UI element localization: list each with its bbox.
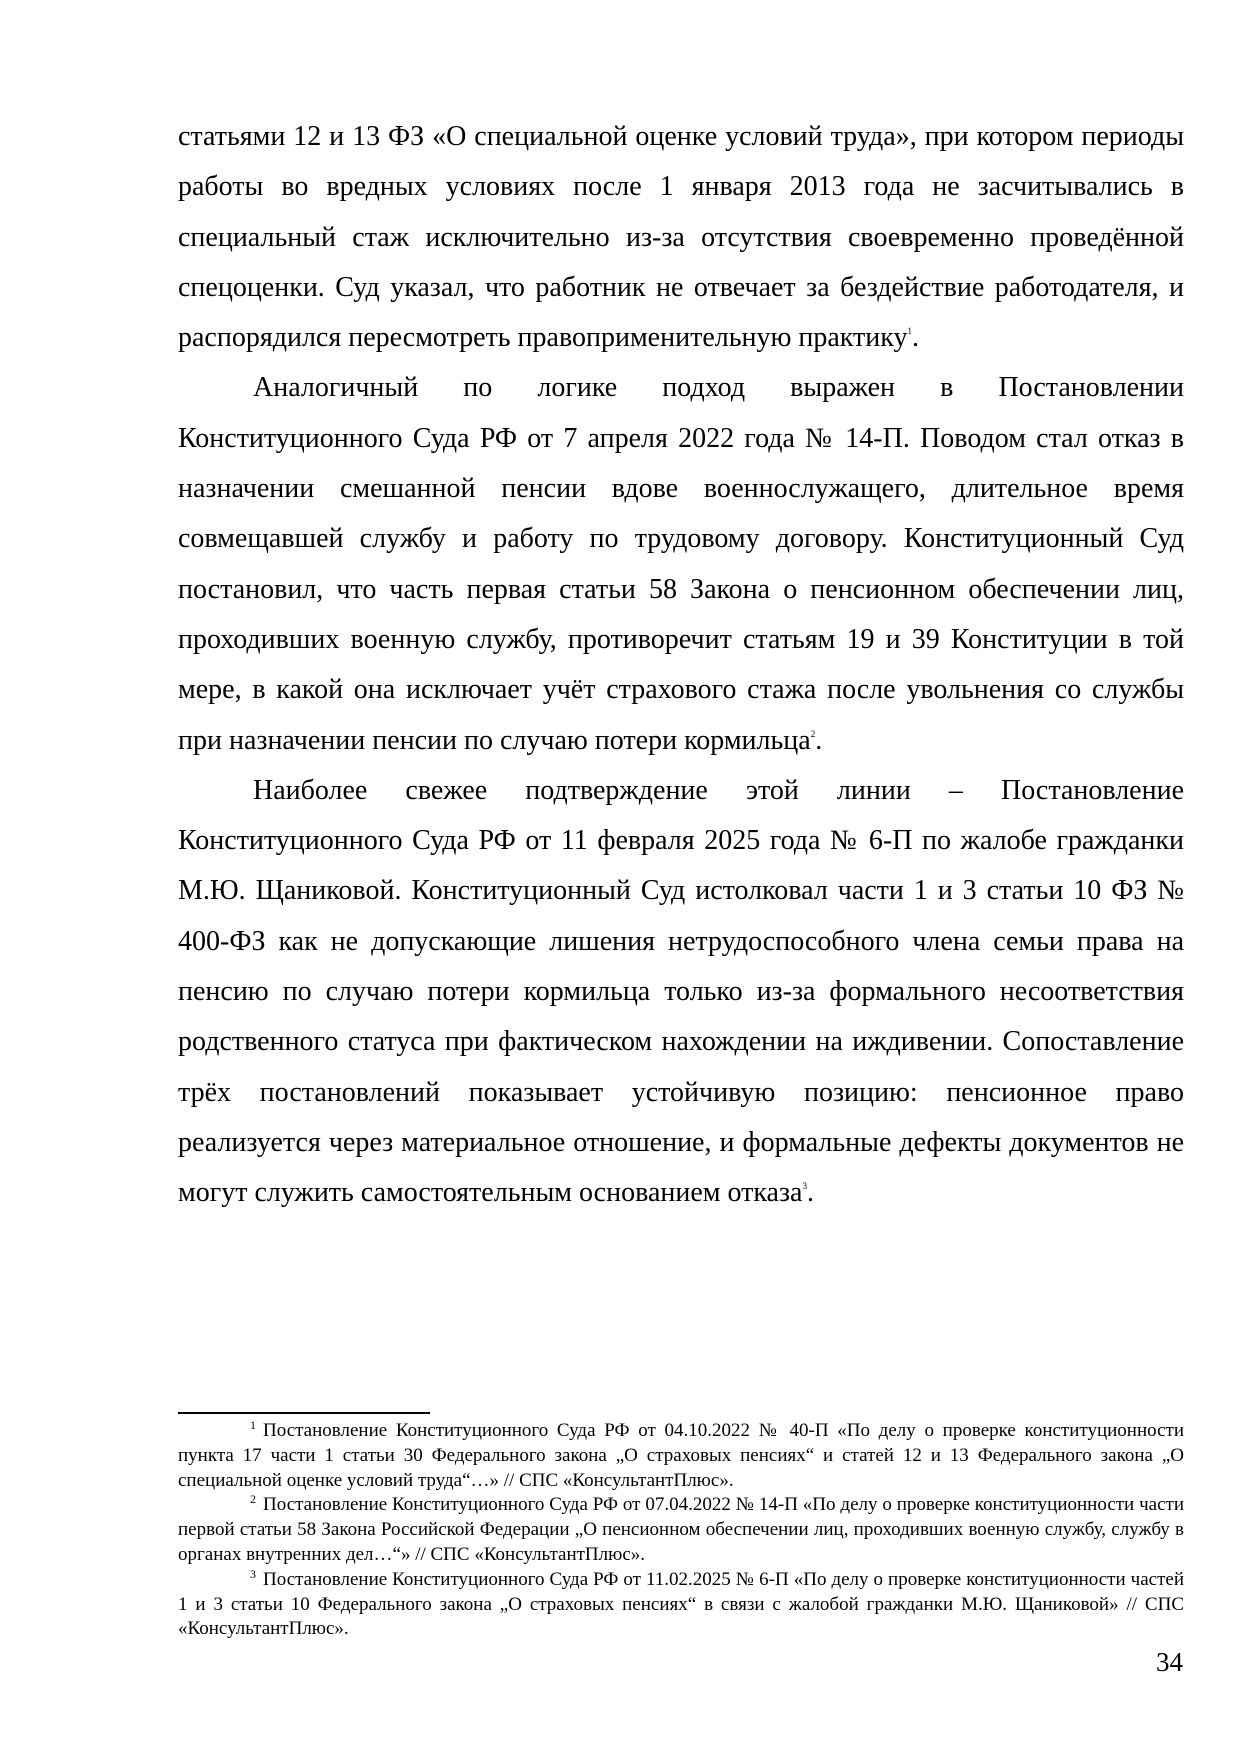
paragraph-text: Аналогичный по логике подход выражен в Постановлении Конституционного Суда РФ от 7 апреля 2022 года № 14-П. Поводом стал отказ в назначении смешанной пенсии вдове военнослужащего, длительное время совмещавшей службу и работу по трудовому договору. Конституционный Суд постановил, что часть первая статьи 58 Закона о пенсионном обеспечении лиц, проходивших военную службу, противоречит статьям 19 и 39 Конституции в той мере, в какой она исключает учёт страхового стажа после увольнения со службы при назначении пенсии по случаю потери кормильца <box>178 372 1184 756</box>
footnotes <box>178 1419 1184 1642</box>
body-text <box>178 112 1184 1219</box>
paragraph-2 <box>178 363 1184 765</box>
paragraph-1 <box>178 112 1184 363</box>
footnote-text: Постановление Конституционного Суда РФ от 04.10.2022 № 40-П «По делу о проверке конституционности пункта 17 части 1 статьи 30 Федерального закона „О страховых пенсиях“ и статей 12 и 13 Федерального закона „О специальной оценке условий труда“…» // СПС «КонсультантПлюс». <box>178 1420 1184 1491</box>
footnote-text: Постановление Конституционного Суда РФ от 07.04.2022 № 14-П «По делу о проверке конституционности части первой статьи 58 Закона Российской Федерации „О пенсионном обеспечении лиц, проходивших военную службу, службу в органах внутренних дел…“» // СПС «КонсультантПлюс». <box>178 1494 1184 1565</box>
page-number: 34 <box>1156 1647 1183 1677</box>
paragraph-3 <box>178 766 1184 1219</box>
footnote-2 <box>178 1493 1184 1567</box>
footnote-text: Постановление Конституционного Суда РФ от 11.02.2025 № 6-П «По делу о проверке конституционности частей 1 и 3 статьи 10 Федерального закона „О страховых пенсиях“ в связи с жалобой гражданки М.Ю. Щаниковой» // СПС «КонсультантПлюс». <box>178 1568 1184 1640</box>
footnote-number: 1 <box>250 1418 256 1432</box>
footnote-ref-2[interactable]: 2 <box>810 728 816 739</box>
footnote-3 <box>178 1568 1184 1642</box>
footnote-1 <box>178 1419 1184 1493</box>
footnote-ref-3[interactable]: 3 <box>802 1181 807 1192</box>
paragraph-tail: . <box>806 1177 814 1209</box>
paragraph-text: статьями 12 и 13 ФЗ «О специальной оценке условий труда», при котором периоды работы во вредных условиях после 1 января 2013 года не засчитывались в специальный стаж исключительно из-за отсутствия своевременно проведённой спецоценки. Суд указал, что работник не отвечает за бездействие работодателя, и распорядился пересмотреть правоприменительную практику <box>178 121 1184 354</box>
paragraph-tail: . <box>815 724 823 756</box>
footnote-separator <box>178 1412 430 1414</box>
footnote-number: 3 <box>250 1566 256 1581</box>
paragraph-tail: . <box>911 322 919 354</box>
footnote-number: 2 <box>250 1492 256 1507</box>
footnote-ref-1[interactable]: 1 <box>907 326 912 337</box>
paragraph-text: Наиболее свежее подтверждение этой линии – Постановление Конституционного Суда РФ от 11 февраля 2025 года № 6-П по жалобе гражданки М.Ю. Щаниковой. Конституционный Суд истолковал части 1 и 3 статьи 10 ФЗ № 400-ФЗ как не допускающие лишения нетрудоспособного члена семьи права на пенсию по случаю потери кормильца только из-за формального несоответствия родственного статуса при фактическом нахождении на иждивении. Сопоставление трёх постановлений показывает устойчивую позицию: пенсионное право реализуется через материальное отношение, и формальные дефекты документов не могут служить самостоятельным основанием отказа <box>178 774 1184 1209</box>
